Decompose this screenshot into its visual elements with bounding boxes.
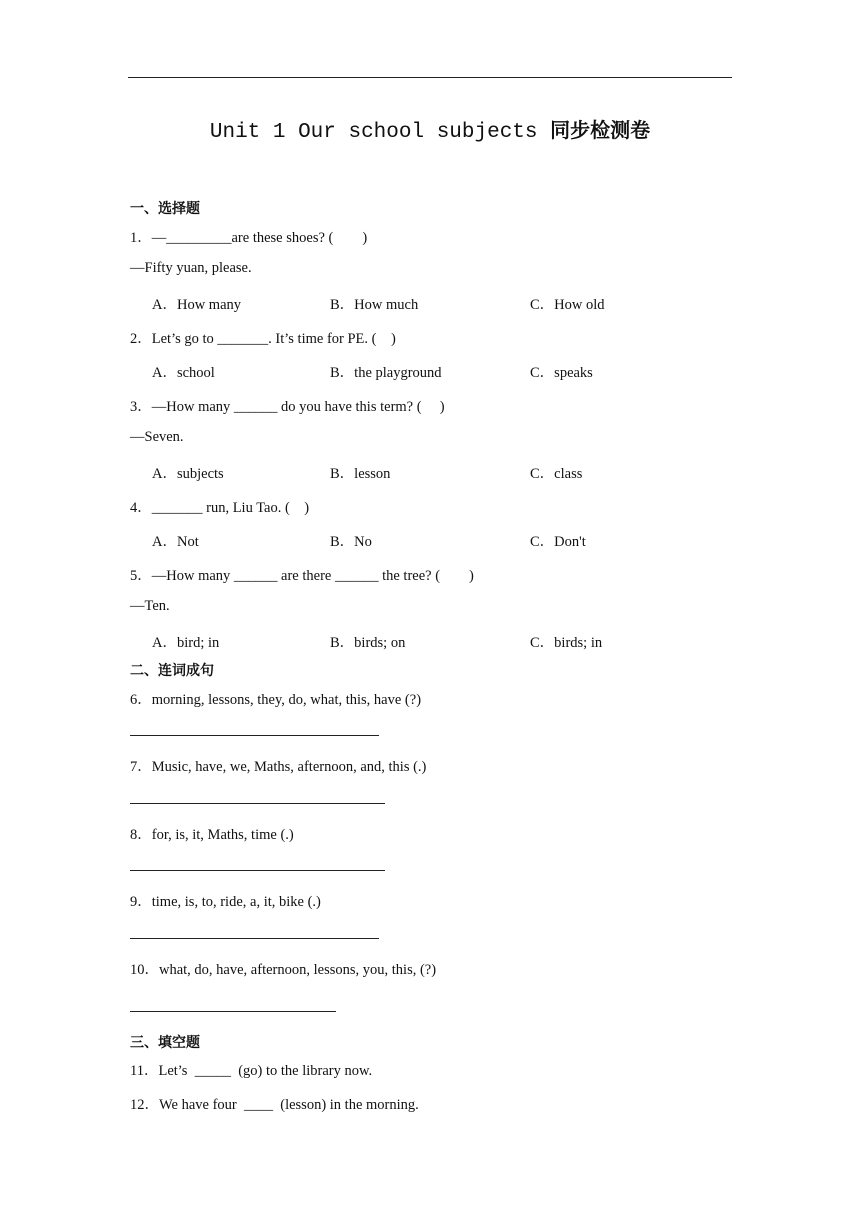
question-5-option-a: A．bird; in	[152, 635, 220, 651]
header-rule	[128, 77, 732, 78]
question-1-stem: 1．—_________are these shoes? ( )	[130, 230, 368, 246]
question-10-text: 10．what, do, have, afternoon, lessons, you, this, (?)	[130, 962, 437, 978]
title-english: Unit 1 Our school subjects	[209, 121, 538, 144]
question-5-reply: —Ten.	[130, 598, 170, 614]
question-3-option-a: A．subjects	[152, 466, 224, 482]
question-4-option-a: A．Not	[152, 534, 199, 550]
page-title	[0, 114, 860, 144]
title-chinese: 同步检测卷	[550, 118, 651, 142]
section-heading-choice: 一、选择题	[130, 201, 200, 217]
question-1-option-b: B．How much	[330, 297, 419, 313]
question-3-option-c: C．class	[530, 466, 583, 482]
question-9-text: 9．time, is, to, ride, a, it, bike (.)	[130, 894, 321, 910]
question-11-text: 11．Let’s _____ (go) to the library now.	[130, 1063, 373, 1079]
question-4-stem: 4．_______ run, Liu Tao. ( )	[130, 500, 310, 516]
question-2-option-a: A．school	[152, 365, 215, 381]
section-heading-word-order: 二、连词成句	[130, 663, 214, 679]
question-3-option-b: B．lesson	[330, 466, 391, 482]
question-8-answer-line	[130, 870, 385, 871]
question-3-stem: 3．—How many ______ do you have this term? ( )	[130, 399, 445, 415]
question-9-answer-line	[130, 938, 379, 939]
question-7-text: 7．Music, have, we, Maths, afternoon, and, this (.)	[130, 759, 427, 775]
question-4-option-c: C．Don't	[530, 534, 586, 550]
question-3-reply: —Seven.	[130, 429, 184, 445]
question-1-option-c: C．How old	[530, 297, 605, 313]
section-heading-fill-blank: 三、填空题	[130, 1035, 200, 1051]
question-12-text: 12．We have four ____ (lesson) in the morning.	[130, 1097, 419, 1113]
question-6-text: 6．morning, lessons, they, do, what, this, have (?)	[130, 692, 422, 708]
question-5-option-c: C．birds; in	[530, 635, 603, 651]
question-7-answer-line	[130, 803, 385, 804]
question-6-answer-line	[130, 735, 379, 736]
question-10-answer-line	[130, 1011, 336, 1012]
question-5-stem: 5．—How many ______ are there ______ the tree? ( )	[130, 568, 474, 584]
question-1-option-a: A．How many	[152, 297, 242, 313]
question-4-option-b: B．No	[330, 534, 372, 550]
question-2-stem: 2．Let’s go to _______. It’s time for PE. ( )	[130, 331, 396, 347]
question-1-reply: —Fifty yuan, please.	[130, 260, 252, 276]
question-2-option-c: C．speaks	[530, 365, 593, 381]
question-5-option-b: B．birds; on	[330, 635, 406, 651]
question-2-option-b: B．the playground	[330, 365, 442, 381]
question-8-text: 8．for, is, it, Maths, time (.)	[130, 827, 294, 843]
